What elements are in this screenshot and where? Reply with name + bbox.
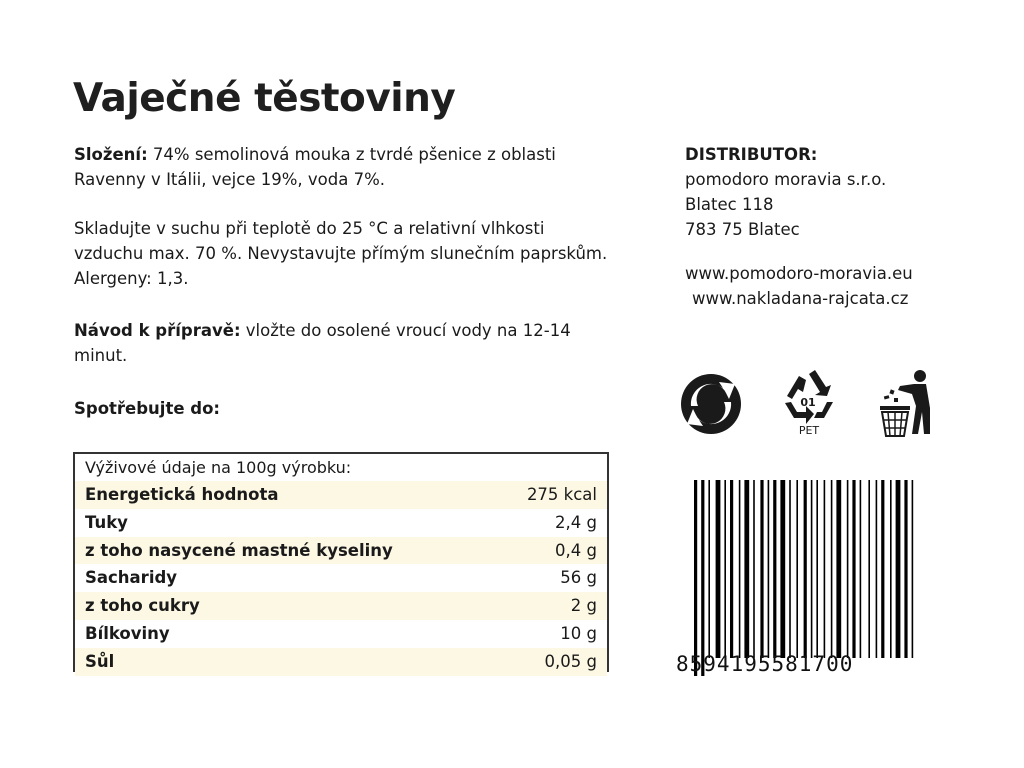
distributor-city: 783 75 Blatec — [685, 220, 800, 239]
preparation — [74, 318, 614, 368]
nutrient-name: Energetická hodnota — [85, 485, 279, 504]
nutrient-value: 2,4 g — [555, 512, 597, 532]
nutrient-name: Tuky — [85, 512, 128, 532]
nutrition-header: Výživové údaje na 100g výrobku: — [85, 458, 352, 477]
nutrient-name: Sůl — [85, 651, 115, 671]
table-row — [75, 564, 607, 592]
distributor-block — [685, 142, 985, 242]
pet-recycling-icon — [782, 370, 836, 436]
composition — [74, 142, 614, 192]
best-before — [74, 396, 614, 421]
nutrient-value: 2 g — [570, 596, 597, 616]
barcode — [680, 480, 920, 680]
nutrient-value: 10 g — [560, 623, 597, 643]
best-before-label: Spotřebujte do: — [74, 399, 221, 418]
composition-text: 74% semolinová mouka z tvrdé pšenice z oblasti Ravenny v Itálii, vejce 19%, voda 7%. — [74, 145, 556, 189]
nutrition-table — [73, 452, 609, 672]
green-dot-icon — [679, 372, 743, 436]
recycling-material: PET — [798, 424, 820, 436]
nutrient-value: 0,05 g — [544, 651, 597, 671]
preparation-text: vložte do osolené vroucí vody na 12-14 minut. — [74, 321, 571, 365]
distributor-company: pomodoro moravia s.r.o. — [685, 170, 887, 189]
nutrient-name: z toho nasycené mastné kyseliny — [85, 540, 393, 560]
nutrient-name: z toho cukry — [85, 596, 200, 616]
nutrient-name: Bílkoviny — [85, 623, 170, 643]
website-link-2: www.nakladana-rajcata.cz — [692, 289, 909, 308]
distributor-street: Blatec 118 — [685, 195, 774, 214]
nutrient-value: 56 g — [560, 568, 597, 588]
table-row — [75, 648, 607, 676]
table-row — [75, 481, 607, 509]
table-row — [75, 592, 607, 620]
storage-text: Skladujte v suchu při teplotě do 25 °C a relativní vlhkosti vzduchu max. 70 %. Nevystavujte přímým slunečním paprskům. Alergeny: 1,3. — [74, 219, 608, 288]
recycling-code: 01 — [800, 396, 816, 409]
table-row — [75, 620, 607, 648]
table-row — [75, 537, 607, 565]
tidyman-icon — [876, 368, 934, 438]
distributor-label-text: DISTRIBUTOR: — [685, 145, 818, 164]
barcode-digits: 8594195581700 — [676, 652, 854, 676]
product-title: Vaječné těstoviny — [73, 76, 456, 121]
distributor-label — [685, 142, 985, 167]
composition-label: Složení: — [74, 145, 148, 164]
nutrient-name: Sacharidy — [85, 568, 178, 588]
nutrient-value: 0,4 g — [555, 540, 597, 560]
table-row — [75, 509, 607, 537]
website-link-1: www.pomodoro-moravia.eu — [685, 264, 913, 283]
nutrient-value: 275 kcal — [526, 485, 597, 504]
preparation-label: Návod k přípravě: — [74, 321, 241, 340]
